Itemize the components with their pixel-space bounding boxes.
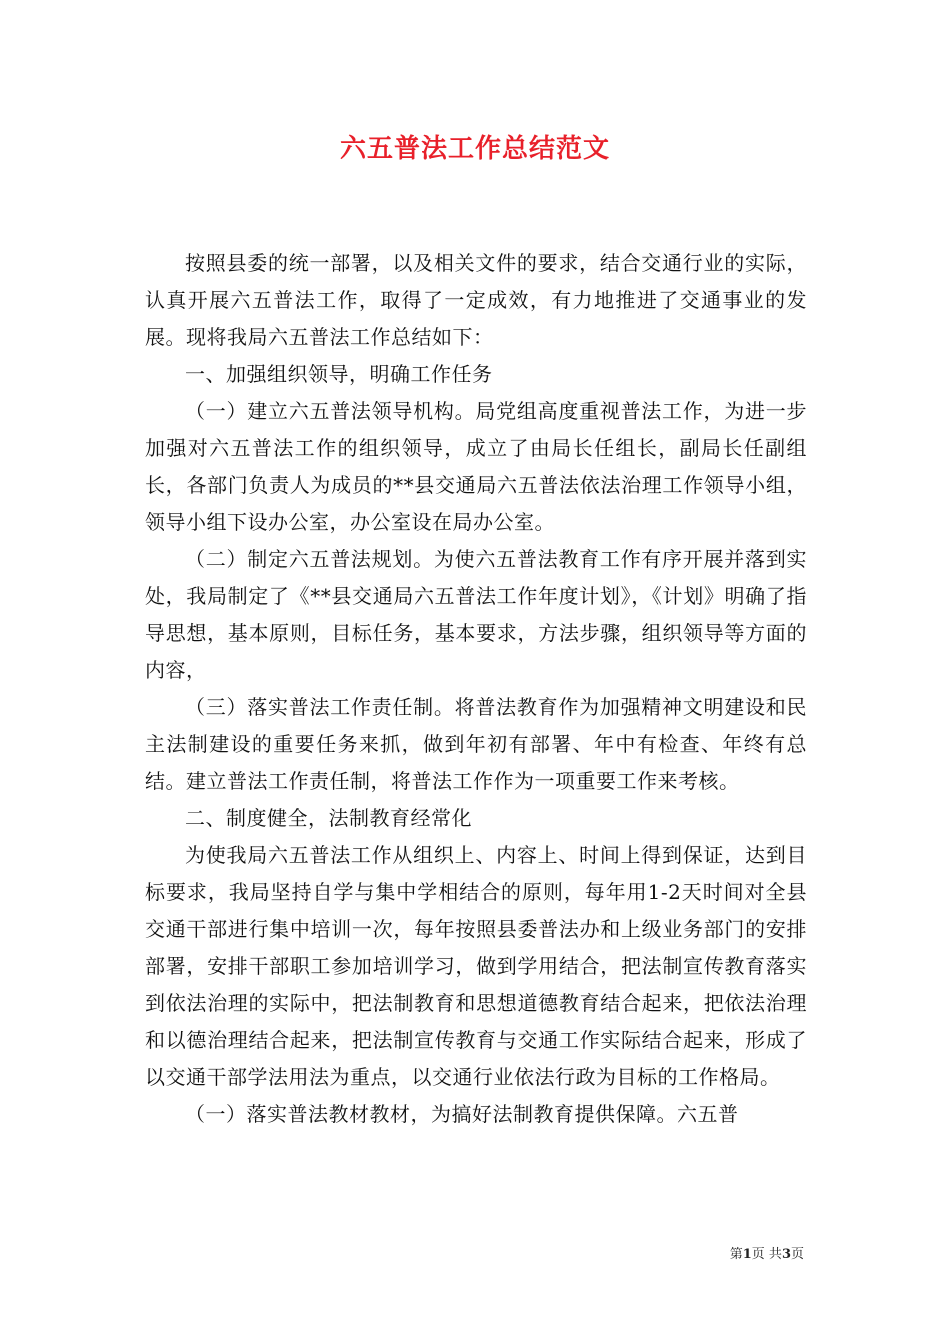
page-footer <box>730 1246 804 1264</box>
footer-current-page: 1 <box>742 1247 752 1262</box>
paragraph-2-intro: 为使我局六五普法工作从组织上、内容上、时间上得到保证，达到目标要求，我局坚持自学与集中学相结合的原则，每年用1-2天时间对全县交通干部进行集中培训一次，每年按照县委普法办和上级业务部门的安排部署，安排干部职工参加培训学习，做到学用结合，把法制宣传教育落实到依法治理的实际中，把法制教育和思想道德教育结合起来，把依法治理和以德治理结合起来，把法制宣传教育与交通工作实际结合起来，形成了以交通干部学法用法为重点，以交通行业依法行政为目标的工作格局。 <box>145 843 807 1089</box>
paragraph-1-2: （二）制定六五普法规划。为使六五普法教育工作有序开展并落到实处，我局制定了《**县交通局六五普法工作年度计划》，《计划》明确了指导思想，基本原则，目标任务，基本要求，方法步骤，组织领导等方面的内容， <box>145 547 807 682</box>
footer-total-pages: 3 <box>781 1247 791 1262</box>
paragraph-1-3: （三）落实普法工作责任制。将普法教育作为加强精神文明建设和民主法制建设的重要任务来抓，做到年初有部署、年中有检查、年终有总结。建立普法工作责任制，将普法工作作为一项重要工作来考核。 <box>145 695 807 793</box>
footer-suffix: 页 <box>790 1247 804 1262</box>
paragraph-2-1: （一）落实普法教材教材，为搞好法制教育提供保障。六五普 <box>185 1102 739 1126</box>
footer-middle: 页 共 <box>751 1247 782 1262</box>
paragraph-1-1: （一）建立六五普法领导机构。局党组高度重视普法工作，为进一步加强对六五普法工作的组织领导，成立了由局长任组长，副局长任副组长，各部门负责人为成员的**县交通局六五普法依法治理工作领导小组，领导小组下设办公室，办公室设在局办公室。 <box>145 399 807 534</box>
paragraph-intro: 按照县委的统一部署，以及相关文件的要求，结合交通行业的实际，认真开展六五普法工作，取得了一定成效，有力地推进了交通事业的发展。现将我局六五普法工作总结如下： <box>145 251 807 349</box>
document-title: 六五普法工作总结范文 <box>339 134 610 164</box>
heading-section-2: 二、制度健全，法制教育经常化 <box>185 806 472 830</box>
footer-prefix: 第 <box>729 1247 743 1262</box>
heading-section-1: 一、加强组织领导，明确工作任务 <box>185 362 493 386</box>
document-body <box>145 245 807 1133</box>
